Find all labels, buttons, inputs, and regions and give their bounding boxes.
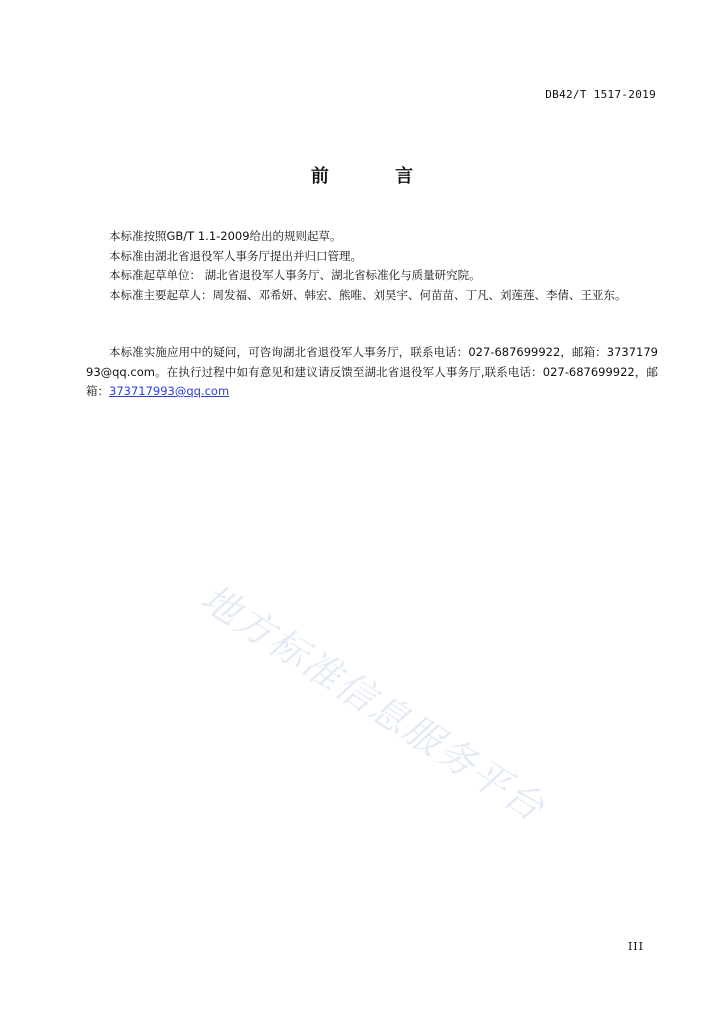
document-code: DB42/T 1517-2019 [545,88,656,101]
page-number: III [627,940,644,953]
contact-text: 本标准实施应用中的疑问，可咨询湖北省退役军人事务厅，联系电话：027-687699922，邮箱：373717993@qq.com。在执行过程中如有意见和建议请反馈至湖北省退役军人事务厅,联系电话：027-687699922，邮箱： [86,345,658,398]
drafting-rule-paragraph: 本标准按照GB/T 1.1-2009给出的规则起草。 [109,229,342,243]
contact-section [86,343,658,402]
drafting-unit-paragraph: 本标准起草单位： 湖北省退役军人事务厅、湖北省标准化与质量研究院。 [109,268,481,282]
foreword-paragraphs [86,227,658,305]
contact-email-link[interactable]: 373717993@qq.com [109,384,230,398]
drafters-paragraph: 本标准主要起草人：周发福、邓希妍、韩宏、熊唯、刘昊宇、何苗苗、丁凡、刘莲莲、李倩、王亚东。 [109,287,627,302]
contact-paragraph [86,343,658,402]
page-title: 前 言 [310,166,444,187]
watermark: 地方标准信息服务平台 [193,575,553,831]
proposer-paragraph: 本标准由湖北省退役军人事务厅提出并归口管理。 [109,248,362,263]
